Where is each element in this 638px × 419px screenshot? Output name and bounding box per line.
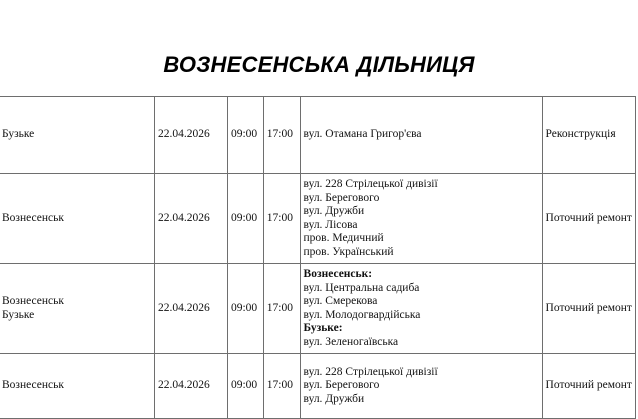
street-address: вул. Лісова <box>303 218 358 231</box>
start-time-cell: 09:00 <box>227 97 263 174</box>
end-time-cell: 17:00 <box>263 264 300 354</box>
location-name: Бузьке <box>2 128 35 141</box>
address-cell <box>300 97 542 174</box>
start-time-cell: 09:00 <box>227 354 263 419</box>
start-time-cell: 09:00 <box>227 264 263 354</box>
location-cell <box>0 354 154 419</box>
end-time-cell: 17:00 <box>263 174 300 264</box>
location-cell <box>0 174 154 264</box>
location-cell <box>0 264 154 354</box>
work-type-cell: Поточний ремонт <box>542 264 635 354</box>
address-cell <box>300 174 542 264</box>
street-address: пров. Медичний <box>303 232 384 244</box>
street-address: вул. Смерекова <box>303 295 378 307</box>
table-row <box>0 264 636 354</box>
location-cell <box>0 97 154 174</box>
date-cell: 22.04.2026 <box>154 97 227 174</box>
street-address: вул. Отамана Григор'єва <box>303 128 422 141</box>
date-cell: 22.04.2026 <box>154 354 227 419</box>
date-cell: 22.04.2026 <box>154 264 227 354</box>
address-group-heading: Вознесенськ: <box>303 268 373 280</box>
end-time-cell: 17:00 <box>263 354 300 419</box>
street-address: вул. Центральна садиба <box>303 281 420 294</box>
end-time-cell: 17:00 <box>263 97 300 174</box>
street-address: вул. Берегового <box>303 191 380 204</box>
street-address: вул. Дружби <box>303 205 365 217</box>
address-cell <box>300 354 542 419</box>
table-row <box>0 174 636 264</box>
street-address: вул. Берегового <box>303 379 380 392</box>
street-address: вул. Дружби <box>303 392 365 405</box>
location-name: Бузьке <box>2 308 35 321</box>
page-title: ВОЗНЕСЕНСЬКА ДІЛЬНИЦЯ <box>163 52 475 77</box>
work-type-cell: Поточний ремонт <box>542 174 635 264</box>
address-group-heading: Бузьке: <box>303 322 343 334</box>
start-time-cell: 09:00 <box>227 174 263 264</box>
location-name: Вознесенськ <box>2 211 64 224</box>
street-address: вул. Зеленогаївська <box>303 335 399 348</box>
outage-schedule-table <box>0 96 636 419</box>
table-row <box>0 97 636 174</box>
location-name: Вознесенськ <box>2 379 64 392</box>
street-address: вул. 228 Стрілецької дивізії <box>303 365 438 378</box>
work-type-cell: Поточний ремонт <box>542 354 635 419</box>
table-row <box>0 354 636 419</box>
date-cell: 22.04.2026 <box>154 174 227 264</box>
schedule-body <box>0 97 636 419</box>
street-address: вул. 228 Стрілецької дивізії <box>303 178 438 190</box>
street-address: вул. Молодогвардійська <box>303 308 421 321</box>
address-cell <box>300 264 542 354</box>
street-address: пров. Український <box>303 245 394 258</box>
location-name: Вознесенськ <box>2 295 64 307</box>
work-type-cell: Реконструкція <box>542 97 635 174</box>
